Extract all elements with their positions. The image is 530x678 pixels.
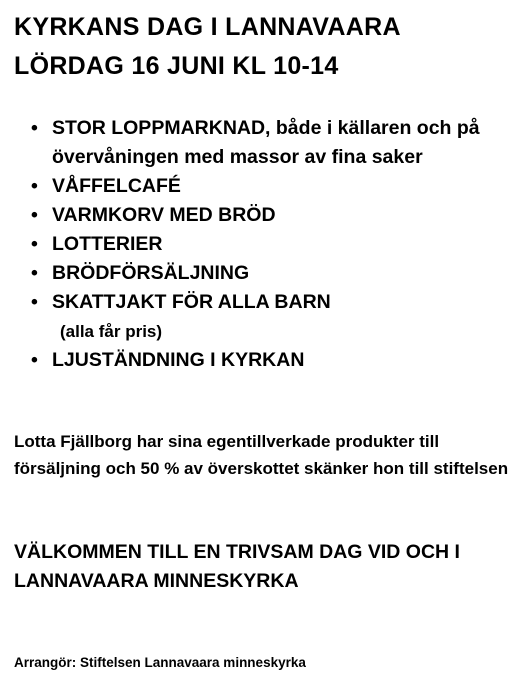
item-waffle-cafe: VÅFFELCAFÉ [52, 175, 181, 197]
list-item [24, 201, 524, 230]
bullet-icon: • [31, 204, 38, 226]
activity-list [24, 114, 524, 375]
title-event: KYRKANS DAG I LANNAVAARA [14, 13, 401, 41]
item-treasure-hunt: SKATTJAKT FÖR ALLA BARN [52, 291, 331, 313]
bullet-icon: • [31, 349, 38, 371]
item-candle-lighting: LJUSTÄNDNING I KYRKAN [52, 349, 305, 371]
page-title [14, 8, 401, 86]
bullet-icon: • [31, 262, 38, 284]
treasure-hunt-note: (alla får pris) [60, 322, 163, 341]
list-item [24, 230, 524, 259]
info-paragraph: Lotta Fjällborg har sina egentillverkade produkter till försäljning och 50 % av överskottet skänker hon till stiftelsen [14, 432, 509, 478]
list-item [24, 259, 524, 288]
item-bread-sale: BRÖDFÖRSÄLJNING [52, 262, 250, 284]
organizer-credit: Arrangör: Stiftelsen Lannavaara minneskyrka [14, 655, 306, 670]
item-flea-market: STOR LOPPMARKNAD, både i källaren och på övervåningen med massor av fina saker [52, 117, 480, 168]
item-hot-dogs: VARMKORV MED BRÖD [52, 204, 276, 226]
list-item [24, 172, 524, 201]
bullet-icon: • [31, 175, 38, 197]
list-item [24, 288, 524, 317]
bullet-icon: • [31, 117, 38, 139]
list-item [24, 114, 524, 172]
list-item [24, 346, 524, 375]
bullet-icon: • [31, 233, 38, 255]
title-date: LÖRDAG 16 JUNI KL 10-14 [14, 52, 339, 80]
welcome-message: VÄLKOMMEN TILL EN TRIVSAM DAG VID OCH I LANNAVAARA MINNESKYRKA [14, 541, 460, 592]
bullet-icon: • [31, 291, 38, 313]
item-lotteries: LOTTERIER [52, 233, 163, 255]
